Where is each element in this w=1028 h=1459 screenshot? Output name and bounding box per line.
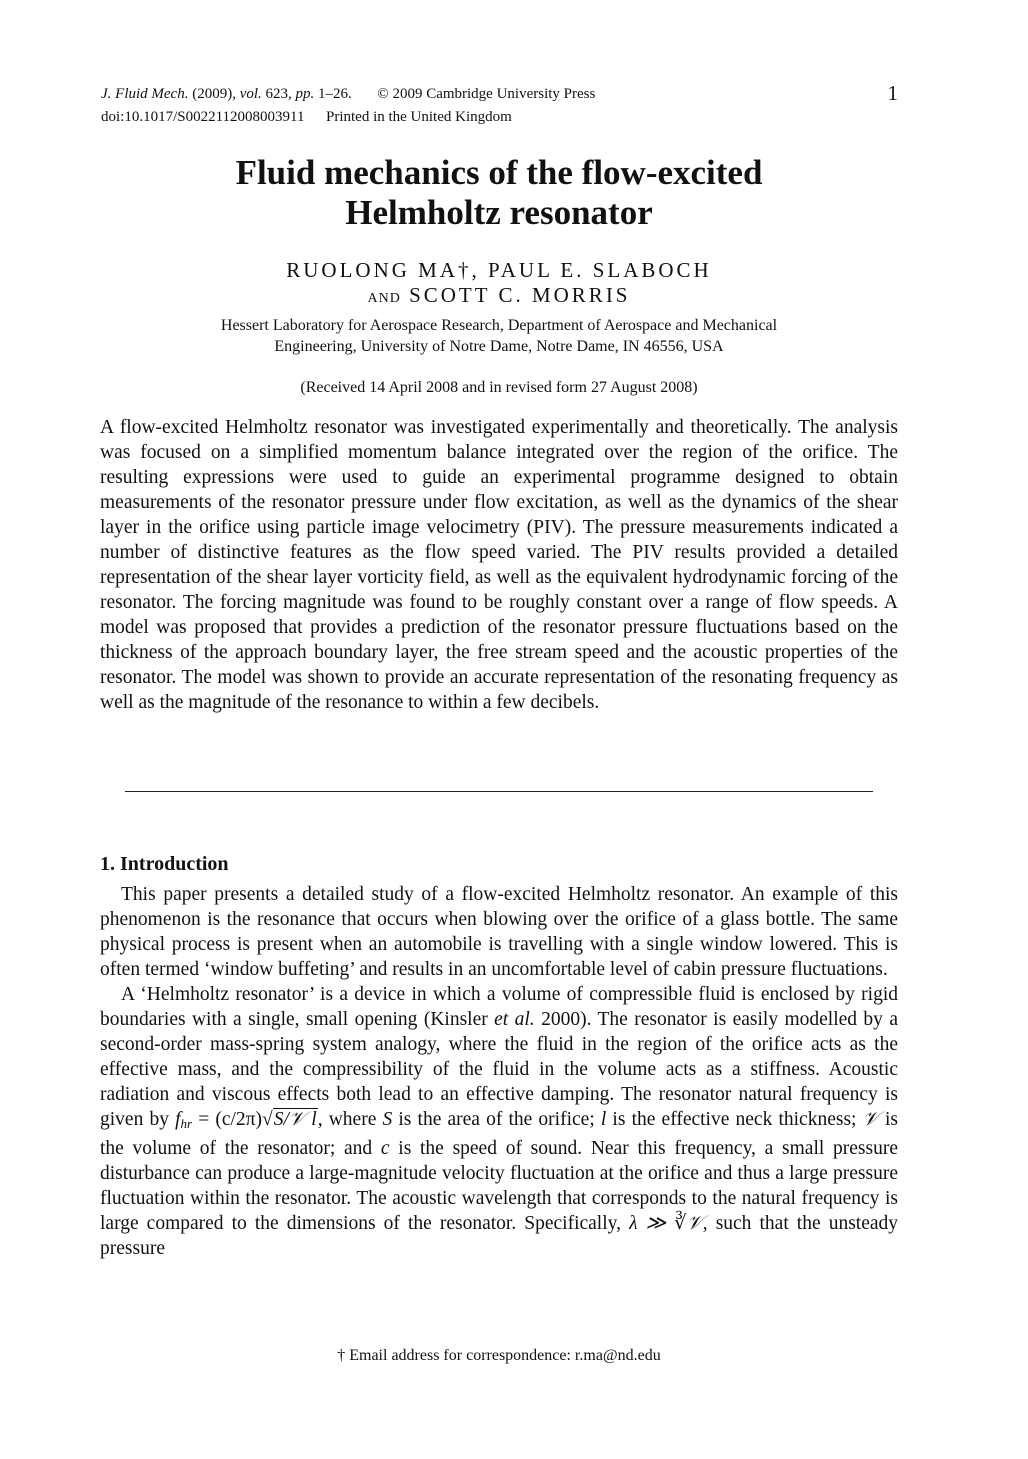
printed-note: Printed in the United Kingdom [325,109,512,125]
affiliation-line-1: Hessert Laboratory for Aerospace Research, Department of Aerospace and Mechanical [220,317,778,334]
journal-header-line [101,85,595,103]
equation-mid: = (c/2π) [192,1109,263,1130]
paragraph-1: This paper presents a detailed study of a flow-excited Helmholtz resonator. An example of this phenomenon is the resonance that occurs when blowing over the orifice of a glass bottle. The same physical process is present when an automobile is travelling with a single window lowered. This is often termed ‘window buffeting’ and results in an uncomfortable level of cabin pressure fluctuations. [100,884,898,980]
journal-name: J. Fluid Mech. [101,86,189,102]
authors-and: AND [367,291,401,306]
title-line-2: Helmholtz resonator [345,193,653,232]
citation-et-al: et al. [494,1009,535,1030]
para2-text-d: is the area of the orifice; [392,1109,601,1130]
symbol-c: c [380,1138,390,1159]
symbol-S: S [382,1109,393,1130]
page-range: 1–26. [318,86,352,102]
para2-text-c: , where [317,1109,383,1130]
paragraph-2: A ‘Helmholtz resonator’ is a device in which a volume of compressible fluid is enclosed by rigid boundaries with a single, small opening (Kinsler et al. 2000). The resonator is easily modelled by a second-order mass-spring system analogy, where the fluid in the region of the orifice acts as the effective mass, and the compressibility of the fluid in the volume acts as a stiffness. Acoustic radiation and viscous effects both lead to an effective damping. The resonator natural frequency is given by $f_{hr}$ = (c/2π)√S/𝒱 l, where S is the area of the orifice; l is the effective neck thickness; 𝒱 is the volume of the resonator; and c is the speed of sound. Near this frequency, a small pressure disturbance can produce a large-magnitude velocity fluctuation at the orifice and thus a large pressure fluctuation within the resonator. The acoustic wavelength that corresponds to the natural frequency is large compared to the dimensions of the resonator. Specifically, λ ≫ ∛𝒱, such that the unsteady pressure [100,984,899,1259]
abstract-divider [125,791,873,792]
para2-text-i: , such that the unsteady pressure [100,1213,899,1259]
page-number: 1 [887,81,898,105]
journal-year: (2009), [192,86,236,102]
abstract: A flow-excited Helmholtz resonator was investigated experimentally and theoretically. The analysis was focused on a simplified momentum balance integrated over the region of the orifice. The resulting expressions were used to guide an experimental programme designed to obtain measurements of the resonator pressure under flow excitation, as well as the dynamics of the shear layer in the orifice using particle image velocimetry (PIV). The pressure measurements indicated a number of distinctive features as the flow speed varied. The PIV results provided a detailed representation of the shear layer vorticity field, as well as the equivalent hydrodynamic forcing of the resonator. The forcing magnitude was found to be roughly constant over a range of flow speeds. A model was proposed that provides a prediction of the resonator pressure fluctuations based on the thickness of the approach boundary layer, the free stream speed and the acoustic properties of the resonator. The model was shown to provide an accurate representation of the resonating frequency as well as the magnitude of the resonance to within a few decibels. [100,417,898,713]
pages-label: pp. [295,86,315,102]
para2-text-e: is the effective neck thickness; [606,1109,863,1130]
footnote-correspondence: † Email address for correspondence: r.ma@nd.edu [337,1347,661,1364]
para2-text-a: A ‘Helmholtz resonator’ is a device in which a volume of compressible fluid is enclosed by rigid boundaries with a single, small opening (Kinsler [100,984,898,1030]
author-list [100,258,898,311]
authors-last: SCOTT C. MORRIS [409,283,631,307]
title-line-1: Fluid mechanics of the flow-excited [235,153,763,192]
volume-number: 623, [265,86,292,102]
sqrt-expression: S/𝒱 l [273,1109,317,1130]
para2-text-b: 2000). The resonator is easily modelled by a second-order mass-spring system analogy, where the fluid in the region of the orifice acts as the effective mass, and the compressibility of the fluid in the volume acts as a stiffness. Acoustic radiation and viscous effects both lead to an effective damping. The resonator natural frequency is given by [100,1009,898,1130]
authors-line-2 [100,283,898,311]
volume-label: vol. [239,86,262,102]
doi: doi:10.1017/S0022112008003911 [101,109,305,125]
frequency-symbol: f [175,1109,181,1130]
received-dates: (Received 14 April 2008 and in revised form 27 August 2008) [300,379,698,396]
doi-line [101,108,512,126]
para2-text-h: is the speed of sound. Near this frequency, a small pressure disturbance can produce a large-magnitude velocity fluctuation at the orifice and thus a large pressure fluctuation within the resonator. The acoustic wavelength that corresponds to the natural frequency is large compared to the dimensions of the resonator. Specifically, [100,1138,898,1234]
authors-line-1: RUOLONG MA†, PAUL E. SLABOCH [286,258,712,282]
wavelength-condition: λ ≫ ∛𝒱 [629,1213,703,1234]
affiliation [100,315,898,357]
symbol-l: l [600,1109,607,1130]
introduction-body [100,882,898,1261]
para2-text-g: is the volume of the resonator; and [100,1109,898,1159]
section-heading-introduction: 1. Introduction [100,853,229,875]
paper-title [100,153,898,233]
symbol-volume: 𝒱 [862,1109,879,1130]
frequency-subscript: hr [180,1116,193,1131]
copyright-notice: © 2009 Cambridge University Press [377,86,596,102]
affiliation-line-2: Engineering, University of Notre Dame, Notre Dame, IN 46556, USA [274,338,724,355]
